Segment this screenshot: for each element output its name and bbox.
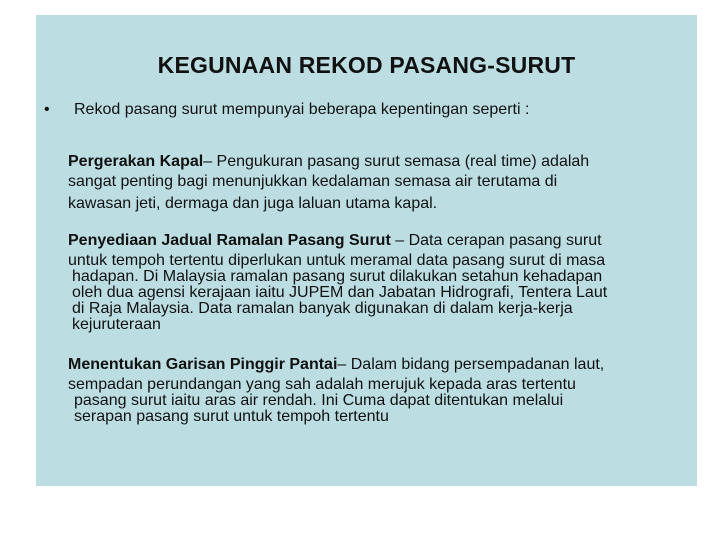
- section-tide-prediction: [68, 233, 607, 333]
- section-line: oleh dua agensi kerajaan iaitu JUPEM dan Jabatan Hidrografi, Tentera Laut: [72, 284, 608, 301]
- section-first-line: [68, 233, 607, 249]
- section-first-line: [68, 154, 589, 170]
- section-line: sangat penting bagi menunjukkan kedalaman semasa air terutama di: [68, 173, 558, 190]
- section-line: pasang surut iaitu aras air rendah. Ini Cuma dapat ditentukan melalui: [74, 392, 564, 409]
- section-line: – Dalam bidang persempadanan laut,: [337, 356, 605, 373]
- section-line: – Pengukuran pasang surut semasa (real time) adalah: [203, 153, 590, 170]
- slide-title: KEGUNAAN REKOD PASANG-SURUT: [157, 52, 576, 78]
- section-line: kawasan jeti, dermaga dan juga laluan utama kapal.: [68, 195, 438, 212]
- bullet-item: [44, 101, 529, 119]
- bullet-text: Rekod pasang surut mempunyai beberapa kepentingan seperti :: [74, 101, 530, 118]
- section-coastline: [68, 357, 604, 425]
- section-heading: Penyediaan Jadual Ramalan Pasang Surut: [68, 232, 391, 249]
- section-line: kejuruteraan: [72, 316, 161, 333]
- section-heading: Menentukan Garisan Pinggir Pantai: [68, 356, 338, 373]
- section-line: sempadan perundangan yang sah adalah merujuk kepada aras tertentu: [68, 376, 576, 393]
- section-line: di Raja Malaysia. Data ramalan banyak digunakan di dalam kerja-kerja: [72, 300, 573, 317]
- section-line: hadapan. Di Malaysia ramalan pasang surut dilakukan setahun kehadapan: [72, 268, 603, 285]
- section-heading: Pergerakan Kapal: [68, 153, 204, 170]
- section-line: – Data cerapan pasang surut: [390, 232, 602, 249]
- section-first-line: [68, 357, 604, 373]
- section-line: serapan pasang surut untuk tempoh tertentu: [74, 408, 389, 425]
- bullet-icon: •: [44, 101, 50, 118]
- section-line: untuk tempoh tertentu diperlukan untuk meramal data pasang surut di masa: [68, 252, 606, 269]
- section-ship-movement: [68, 154, 589, 212]
